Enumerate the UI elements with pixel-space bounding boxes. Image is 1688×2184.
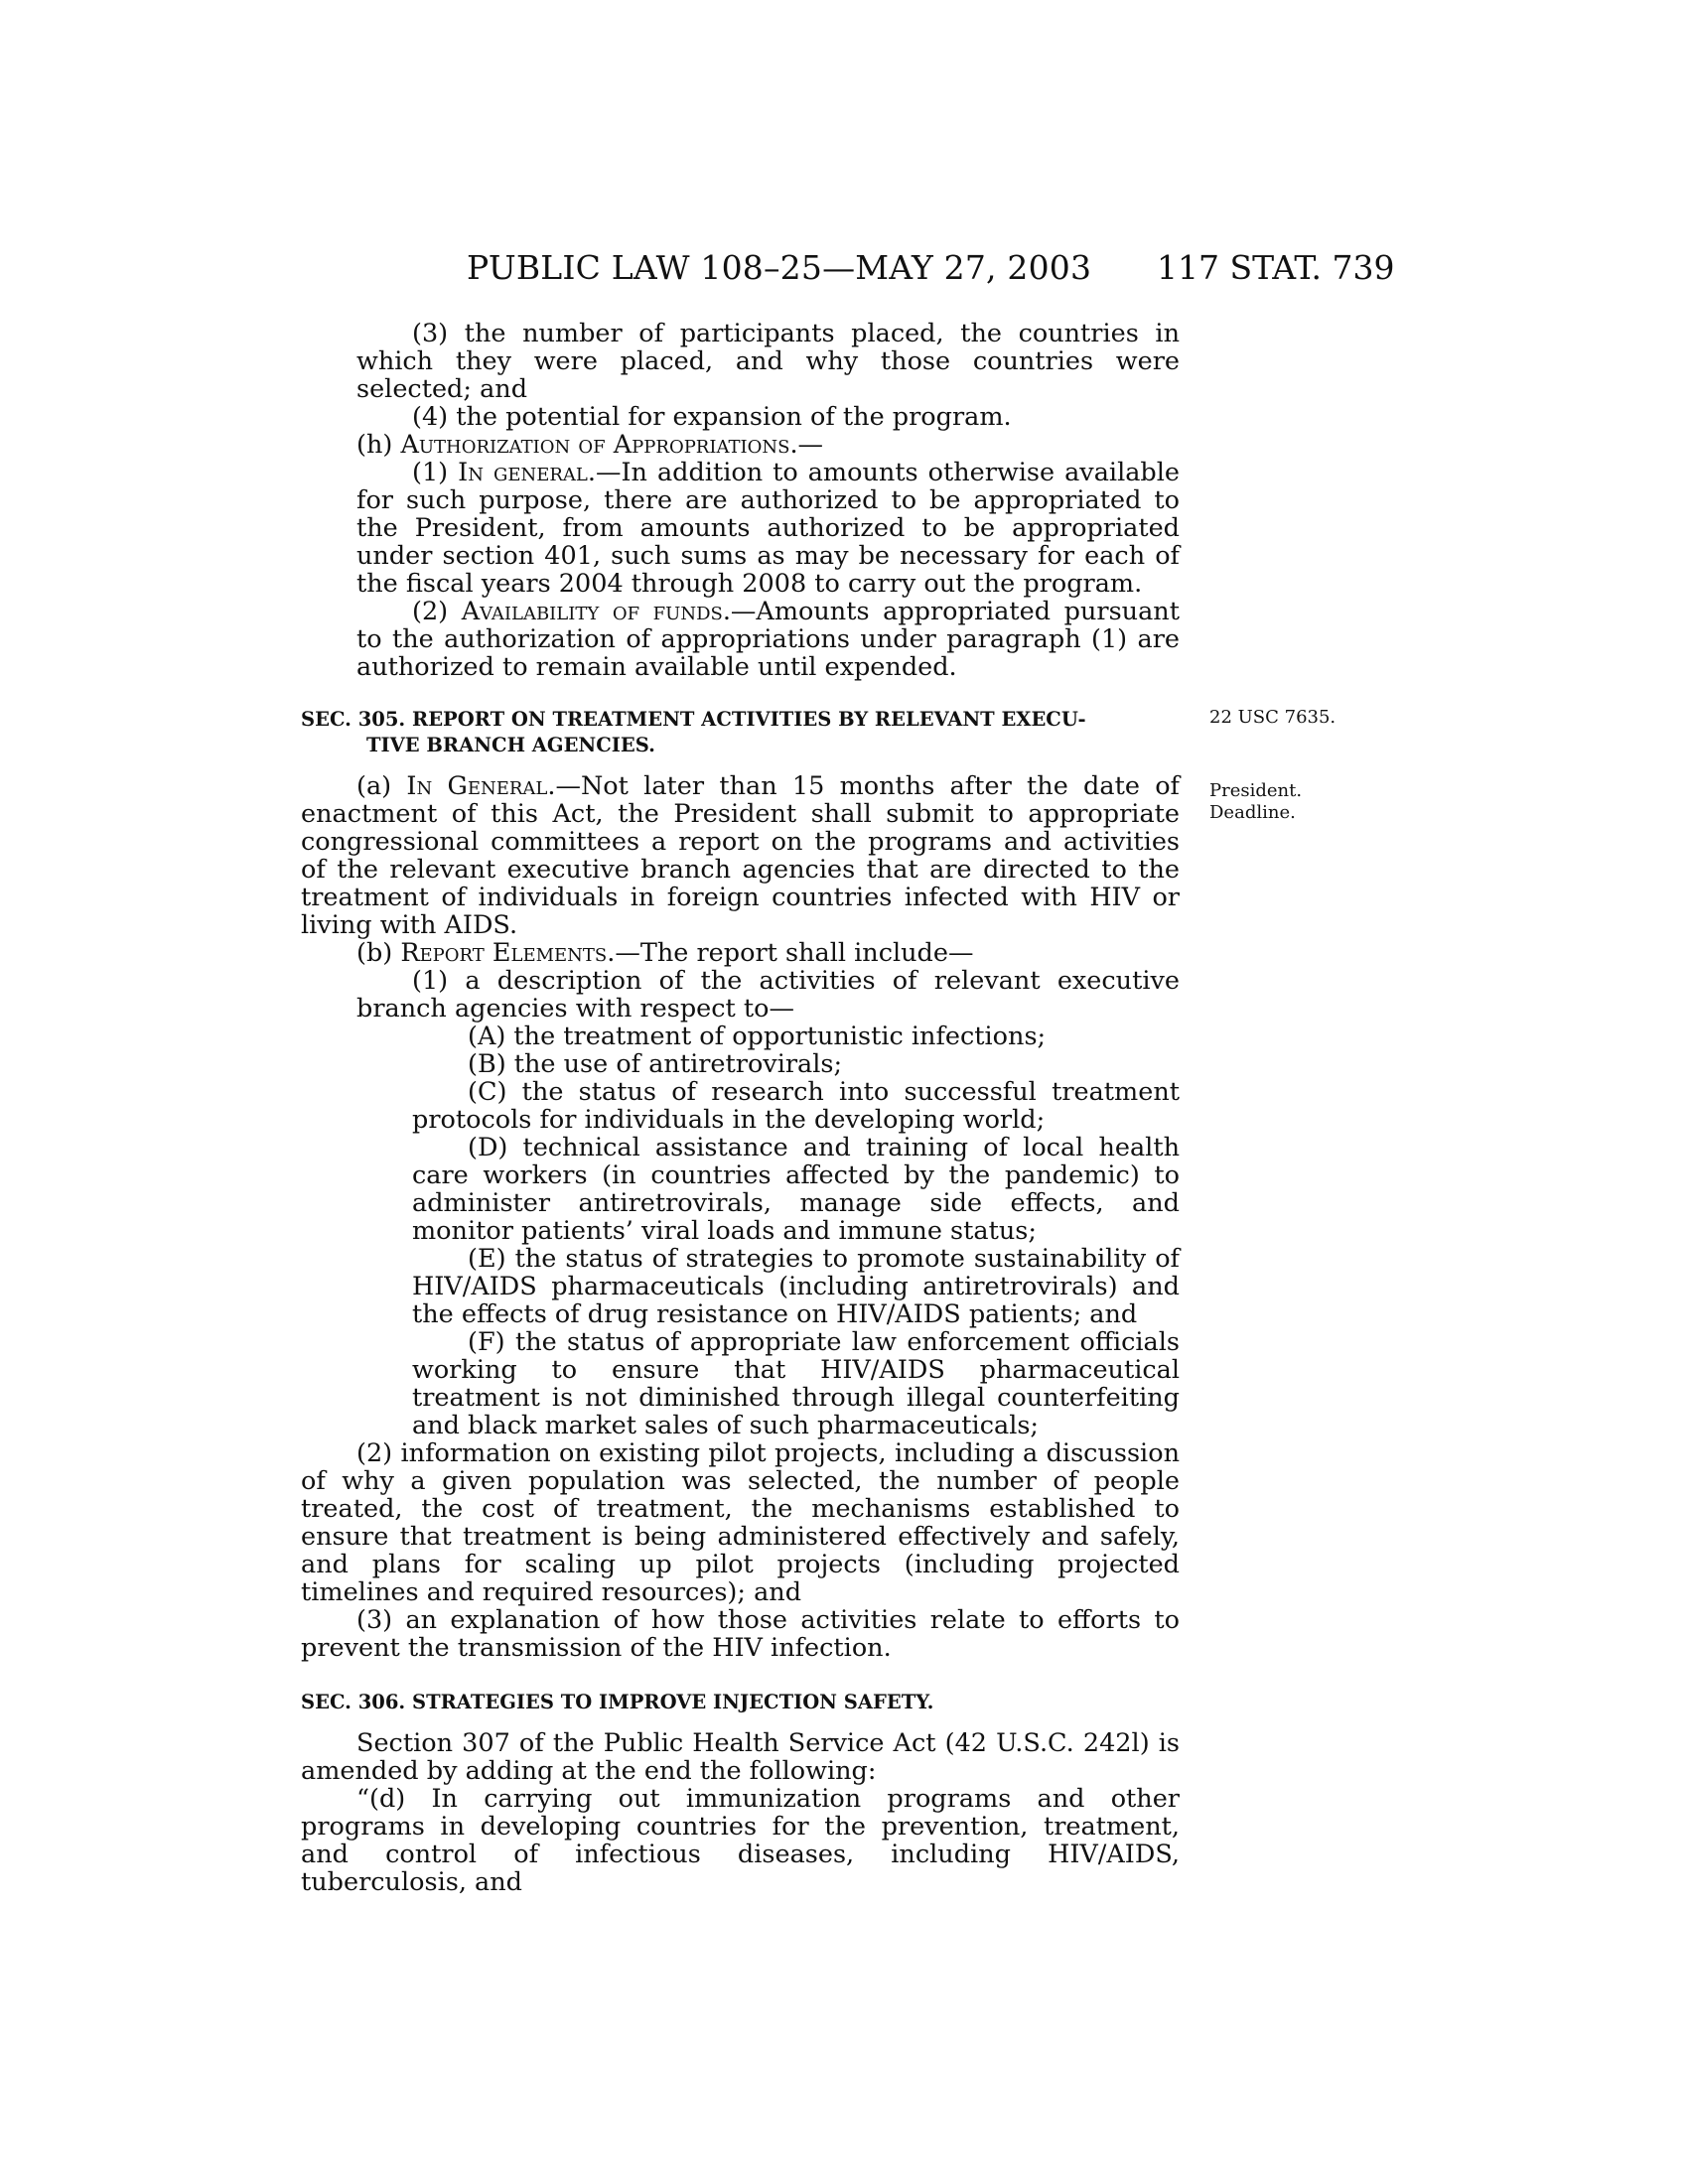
subsection-a <box>301 772 1180 939</box>
margin-note-president-deadline <box>1209 780 1302 824</box>
subsection-b <box>301 939 1180 967</box>
subsection-a-wrap <box>301 771 1303 940</box>
paragraph-h1-text: .—In addition to amounts otherwise available for such purpose, there are authorized to be appropriated to the President, from amounts authorized to be appropriated under section 401, such sums as may be necessary for each of the fiscal years 2004 through 2008 to carry out the program. <box>356 458 1180 599</box>
section-306-heading: SEC. 306. STRATEGIES TO IMPROVE INJECTION SAFETY. <box>301 1691 934 1713</box>
subsection-b-heading: Report Elements <box>400 938 608 968</box>
paragraph-g4: (4) the potential for expansion of the program. <box>412 402 1012 432</box>
subsection-h-dash: .— <box>789 430 824 460</box>
running-header-page-number: 117 STAT. 739 <box>1157 248 1395 287</box>
section-305-heading <box>301 707 1336 758</box>
subsection-b-label: (b) <box>356 938 401 968</box>
paragraph-h2-text: .—Amounts appropriated pursuant to the authorization of appropriations under paragraph (1) are authorized to remain available until expended. <box>356 597 1180 682</box>
subsection-a-heading: In General <box>406 771 548 801</box>
paragraph-b1: (1) a description of the activities of relevant executive branch agencies with respect to— <box>356 966 1180 1024</box>
section-305-heading-line1: SEC. 305. REPORT ON TREATMENT ACTIVITIES BY RELEVANT EXECU- <box>301 708 1086 731</box>
paragraph-h2 <box>356 598 1180 681</box>
document-body <box>301 319 1336 1897</box>
section-306-paragraph-2: “(d) In carrying out immunization programs and other programs in developing countries for the prevention, treatment, and control of infectious diseases, including HIV/AIDS, tuberculosis, and <box>301 1784 1180 1897</box>
section-305-heading-line2: TIVE BRANCH AGENCIES. <box>366 734 655 756</box>
subsection-h-heading: Authorization of Appropriations <box>400 430 790 460</box>
paragraph-g3: (3) the number of participants placed, the countries in which they were placed, and why those countries were selected; and <box>356 319 1180 404</box>
paragraph-h2-label: (2) <box>412 597 462 626</box>
subsection-h <box>301 431 1180 459</box>
subparagraph-A: (A) the treatment of opportunistic infections; <box>468 1022 1047 1051</box>
subparagraph-F: (F) the status of appropriate law enforcement officials working to ensure that HIV/AIDS pharmaceutical treatment is not diminished through illegal counterfeiting and black market sales of such pharmaceuticals; <box>412 1327 1180 1440</box>
margin-note-usc: 22 USC 7635. <box>1209 707 1336 728</box>
paragraph-h1-heading: In general <box>458 458 588 487</box>
paragraph-h2-heading: Availability of funds <box>461 597 723 626</box>
running-header-title: PUBLIC LAW 108–25—MAY 27, 2003 <box>467 248 1092 287</box>
subparagraph-D: (D) technical assistance and training of local health care workers (in countries affected by the pandemic) to administer antiretrovirals, manage side effects, and monitor patients’ viral loads and immune status; <box>412 1133 1180 1246</box>
subsection-h-label: (h) <box>356 430 401 460</box>
subsection-a-label: (a) <box>356 771 407 801</box>
subsection-a-text: .—Not later than 15 months after the date of enactment of this Act, the President shall submit to appropriate congressional committees a report on the programs and activities of the relevant executive branch agencies that are directed to the treatment of individuals in foreign countries infected with HIV or living with AIDS. <box>301 771 1180 940</box>
paragraph-b2: (2) information on existing pilot projects, including a discussion of why a given population was selected, the number of people treated, the cost of treatment, the mechanisms established to ensure that treatment is being administered effectively and safely, and plans for scaling up pilot projects (including projected timelines and required resources); and <box>301 1438 1180 1607</box>
paragraph-b3: (3) an explanation of how those activities relate to efforts to prevent the transmission of the HIV infection. <box>301 1605 1180 1663</box>
paragraph-h1-label: (1) <box>412 458 459 487</box>
margin-note-deadline: Deadline. <box>1209 802 1296 823</box>
subparagraph-B: (B) the use of antiretrovirals; <box>468 1049 843 1079</box>
section-306-paragraph-1: Section 307 of the Public Health Service Act (42 U.S.C. 242l) is amended by adding at the end the following: <box>301 1728 1180 1786</box>
subsection-b-text: .—The report shall include— <box>607 938 974 968</box>
margin-note-president: President. <box>1209 780 1303 801</box>
subparagraph-E: (E) the status of strategies to promote sustainability of HIV/AIDS pharmaceuticals (including antiretrovirals) and the effects of drug resistance on HIV/AIDS patients; and <box>412 1244 1180 1329</box>
subparagraph-C: (C) the status of research into successful treatment protocols for individuals in the developing world; <box>412 1077 1180 1135</box>
paragraph-h1 <box>356 459 1180 598</box>
